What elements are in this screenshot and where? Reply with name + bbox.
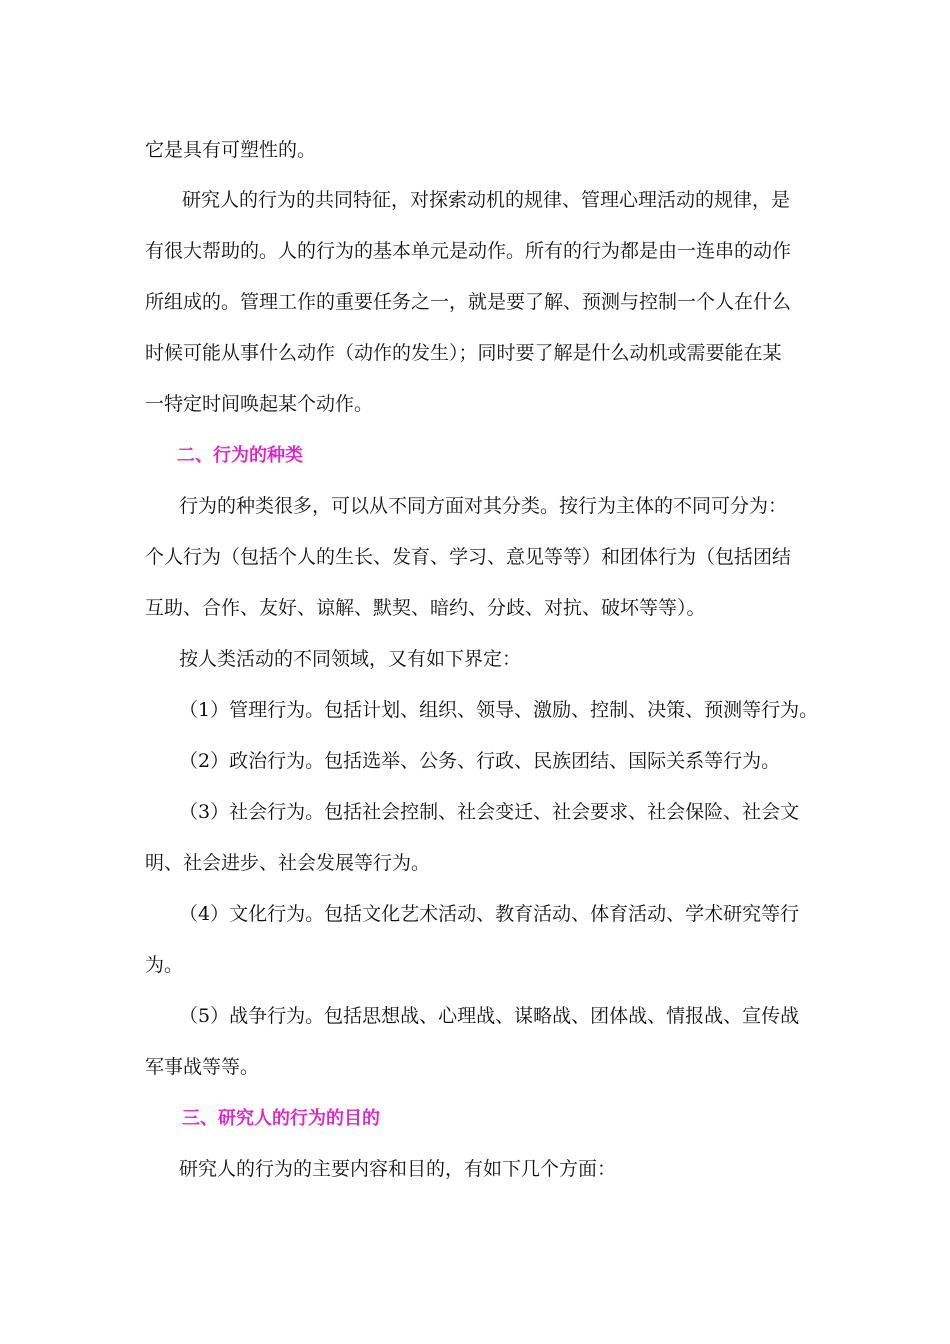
paragraph-line: 有很大帮助的。人的行为的基本单元是动作。所有的行为都是由一连串的动作 <box>145 240 792 262</box>
section-heading: 三、研究人的行为的目的 <box>182 1108 380 1129</box>
paragraph-line: 研究人的行为的主要内容和目的，有如下几个方面： <box>179 1158 617 1180</box>
paragraph-line: 一特定时间唤起某个动作。 <box>145 393 374 415</box>
list-item: （4）文化行为。包括文化艺术活动、教育活动、体育活动、学术研究等行 <box>179 903 800 925</box>
paragraph-line: 行为的种类很多，可以从不同方面对其分类。按行为主体的不同可分为： <box>179 495 788 517</box>
paragraph-line: 按人类活动的不同领域，又有如下界定： <box>179 648 522 670</box>
section-heading: 二、行为的种类 <box>177 445 303 466</box>
paragraph-line: 个人行为（包括个人的生长、发育、学习、意见等等）和团体行为（包括团结 <box>145 546 792 568</box>
list-item: （5）战争行为。包括思想战、心理战、谋略战、团体战、情报战、宣传战 <box>179 1005 800 1027</box>
paragraph-line: 时候可能从事什么动作（动作的发生）；同时要了解是什么动机或需要能在某 <box>145 342 782 364</box>
list-item: （1）管理行为。包括计划、组织、领导、激励、控制、决策、预测等行为。 <box>179 699 819 721</box>
list-item-continuation: 为。 <box>145 954 184 976</box>
list-item: （3）社会行为。包括社会控制、社会变迁、社会要求、社会保险、社会文 <box>179 801 800 823</box>
list-item-continuation: 明、社会进步、社会发展等行为。 <box>145 852 431 874</box>
list-item-continuation: 军事战等等。 <box>145 1056 260 1078</box>
paragraph-line: 互助、合作、友好、谅解、默契、暗约、分歧、对抗、破坏等等）。 <box>145 597 706 619</box>
paragraph-line: 研究人的行为的共同特征，对探索动机的规律、管理心理活动的规律，是 <box>182 189 791 211</box>
list-item: （2）政治行为。包括选举、公务、行政、民族团结、国际关系等行为。 <box>179 750 781 772</box>
paragraph-line: 所组成的。管理工作的重要任务之一，就是要了解、预测与控制一个人在什么 <box>145 291 792 313</box>
paragraph-line: 它是具有可塑性的。 <box>145 139 317 161</box>
